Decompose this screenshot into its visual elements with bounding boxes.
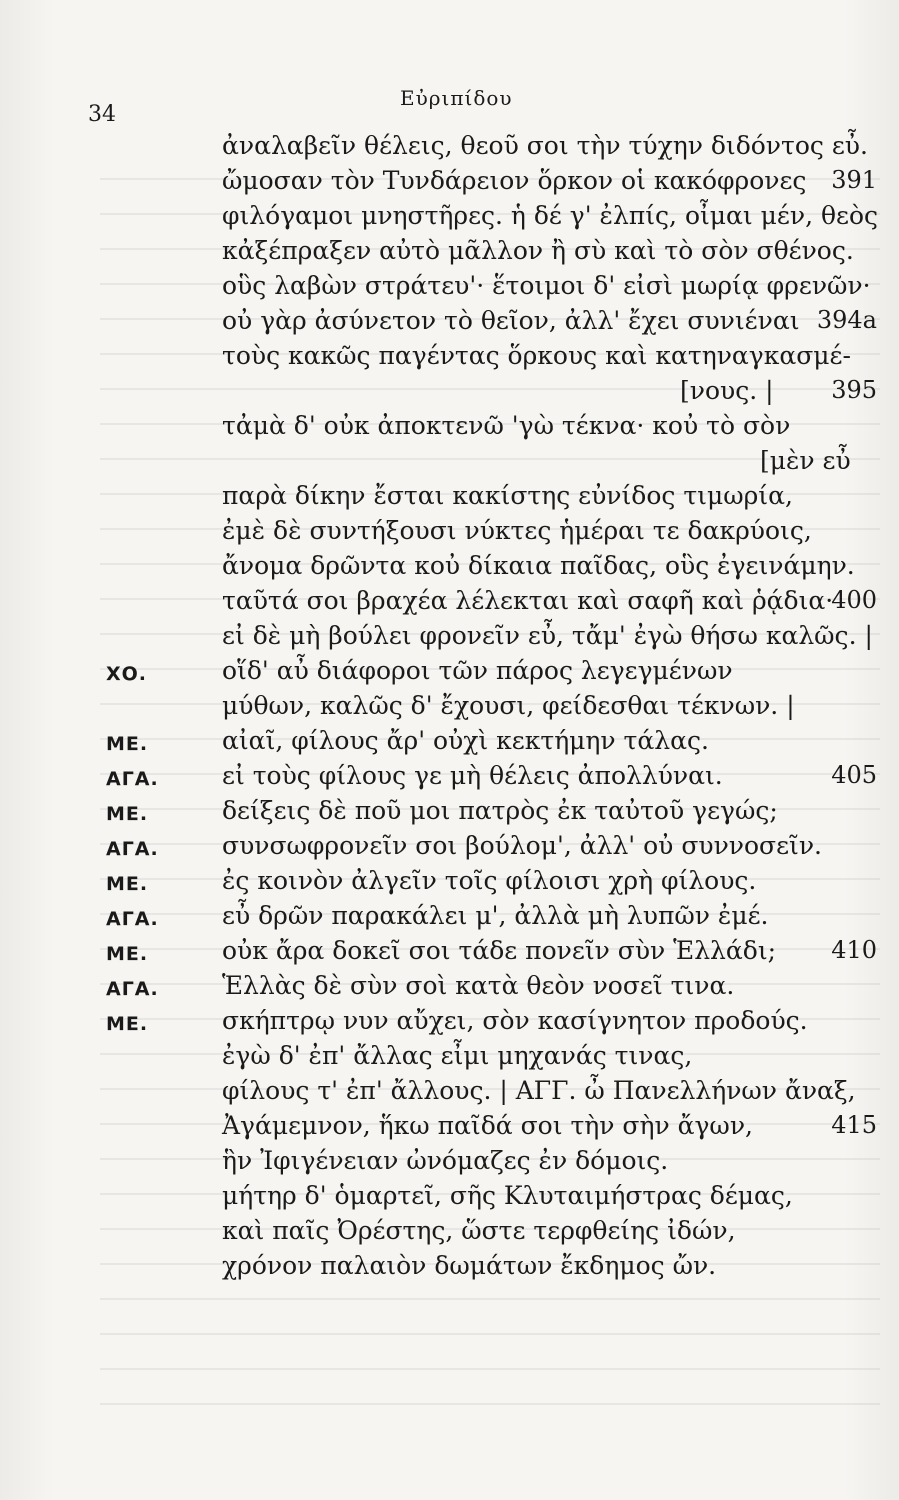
line-text: ἐγὼ δ' ἐπ' ἄλλας εἶμι μηχανάς τινας, (222, 1041, 693, 1070)
line-text: ἀναλαβεῖν θέλεις, θεοῦ σοι τὴν τύχην διδόντος εὖ. (222, 131, 868, 160)
verse-line (0, 373, 899, 408)
verse-line (0, 1038, 899, 1073)
speaker-label: ΑΓΑ. (106, 978, 159, 1000)
line-text: τἀμὰ δ' οὐκ ἀποκτενῶ 'γὼ τέκνα· κοὐ τὸ σὸν (222, 411, 791, 440)
verse-line (0, 968, 899, 1003)
line-text: Ἀγάμεμνον, ἥκω παῖδά σοι τὴν σὴν ἄγων, (222, 1111, 753, 1140)
verse-line (0, 478, 899, 513)
verse-line (0, 1248, 899, 1283)
line-text: εὖ δρῶν παρακάλει μ', ἀλλὰ μὴ λυπῶν ἐμέ. (222, 901, 769, 930)
line-text: παρὰ δίκην ἔσται κακίστης εὐνίδος τιμωρία, (222, 481, 793, 510)
line-text: οὐκ ἄρα δοκεῖ σοι τάδε πονεῖν σὺν Ἑλλάδι; (222, 936, 777, 965)
line-text: ἣν Ἰφιγένειαν ὠνόμαζες ἐν δόμοις. (222, 1146, 669, 1175)
verse-line (0, 793, 899, 828)
line-text: καὶ παῖς Ὀρέστης, ὥστε τερφθείης ἰδών, (222, 1216, 736, 1245)
verse-line (0, 233, 899, 268)
verse-line (0, 1108, 899, 1143)
line-text: αἰαῖ, φίλους ἄρ' οὐχὶ κεκτήμην τάλας. (222, 726, 709, 755)
verse-line (0, 1003, 899, 1038)
verse-line (0, 268, 899, 303)
verse-line (0, 338, 899, 373)
verse-line (0, 898, 899, 933)
line-text: [μὲν εὖ (760, 446, 851, 475)
page-header (0, 84, 899, 127)
verse-line (0, 303, 899, 338)
verse-text (0, 128, 899, 1283)
line-text: φίλους τ' ἐπ' ἄλλους. | ΑΓΓ. ὦ Πανελλήνων ἄναξ, (222, 1076, 856, 1105)
line-number: 415 (831, 1111, 877, 1139)
line-text: μύθων, καλῶς δ' ἔχουσι, φείδεσθαι τέκνων. | (222, 691, 795, 720)
speaker-label: ΧΟ. (106, 663, 148, 685)
line-text: εἰ τοὺς φίλους γε μὴ θέλεις ἀπολλύναι. (222, 761, 723, 790)
speaker-label: ΑΓΑ. (106, 838, 159, 860)
speaker-label: ΜΕ. (106, 943, 149, 965)
line-text: μήτηρ δ' ὁμαρτεῖ, σῆς Κλυταιμήστρας δέμας, (222, 1181, 793, 1210)
verse-line (0, 408, 899, 443)
verse-line (0, 1073, 899, 1108)
verse-line (0, 128, 899, 163)
line-number: 405 (831, 761, 877, 789)
line-text: ἄνομα δρῶντα κοὐ δίκαια παῖδας, οὓς ἐγεινάμην. (222, 551, 855, 580)
verse-line (0, 548, 899, 583)
verse-line (0, 723, 899, 758)
line-text: ἐς κοινὸν ἀλγεῖν τοῖς φίλοισι χρὴ φίλους. (222, 866, 757, 895)
line-text: εἰ δὲ μὴ βούλει φρονεῖν εὖ, τἄμ' ἐγὼ θήσω καλῶς. | (222, 621, 873, 650)
line-text: οἵδ' αὖ διάφοροι τῶν πάρος λεγεγμένων (222, 656, 733, 685)
line-text: ταῦτά σοι βραχέα λέλεκται καὶ σαφῆ καὶ ῥᾴδια· (222, 586, 834, 615)
line-text: ὤμοσαν τὸν Τυνδάρειον ὅρκον οἱ κακόφρονες (222, 166, 807, 195)
verse-line (0, 163, 899, 198)
line-text: κἀξέπραξεν αὐτὸ μᾶλλον ἢ σὺ καὶ τὸ σὸν σθένος. (222, 236, 854, 265)
verse-line (0, 863, 899, 898)
speaker-label: ΜΕ. (106, 873, 149, 895)
verse-line (0, 618, 899, 653)
line-text: συνσωφρονεῖν σοι βούλομ', ἀλλ' οὐ συννοσεῖν. (222, 831, 822, 860)
line-number: 395 (831, 376, 877, 404)
verse-line (0, 688, 899, 723)
verse-line (0, 758, 899, 793)
running-head: Εὐριπίδου (400, 86, 513, 110)
verse-line (0, 828, 899, 863)
page-number: 34 (88, 102, 116, 127)
line-text: ἐμὲ δὲ συντήξουσι νύκτες ἡμέραι τε δακρύοις, (222, 516, 812, 545)
line-text: φιλόγαμοι μνηστῆρες. ἡ δέ γ' ἐλπίς, οἶμαι μέν, θεὸς (222, 201, 879, 230)
verse-line (0, 933, 899, 968)
line-number: 410 (831, 936, 877, 964)
line-number: 391 (831, 166, 877, 194)
line-text: [νους. | (680, 376, 774, 405)
line-text: σκήπτρῳ νυν αὔχει, σὸν κασίγνητον προδούς. (222, 1006, 808, 1035)
speaker-label: ΜΕ. (106, 733, 149, 755)
line-text: χρόνον παλαιὸν δωμάτων ἔκδημος ὤν. (222, 1251, 717, 1280)
verse-line (0, 513, 899, 548)
verse-line (0, 198, 899, 233)
line-number: 394a (816, 306, 877, 334)
speaker-label: ΑΓΑ. (106, 768, 159, 790)
verse-line (0, 443, 899, 478)
verse-line (0, 1213, 899, 1248)
verse-line (0, 653, 899, 688)
line-text: Ἑλλὰς δὲ σὺν σοὶ κατὰ θεὸν νοσεῖ τινα. (222, 971, 735, 1000)
line-text: οὐ γὰρ ἀσύνετον τὸ θεῖον, ἀλλ' ἔχει συνιέναι (222, 306, 800, 335)
line-number: 400 (831, 586, 877, 614)
verse-line (0, 583, 899, 618)
line-text: οὓς λαβὼν στράτευ'· ἕτοιμοι δ' εἰσὶ μωρίᾳ φρενῶν· (222, 271, 871, 300)
line-text: τοὺς κακῶς παγέντας ὅρκους καὶ κατηναγκασμέ- (222, 341, 851, 370)
verse-line (0, 1178, 899, 1213)
verse-line (0, 1143, 899, 1178)
speaker-label: ΜΕ. (106, 1013, 149, 1035)
line-text: δείξεις δὲ ποῦ μοι πατρὸς ἐκ ταὐτοῦ γεγώς; (222, 796, 778, 825)
speaker-label: ΜΕ. (106, 803, 149, 825)
speaker-label: ΑΓΑ. (106, 908, 159, 930)
